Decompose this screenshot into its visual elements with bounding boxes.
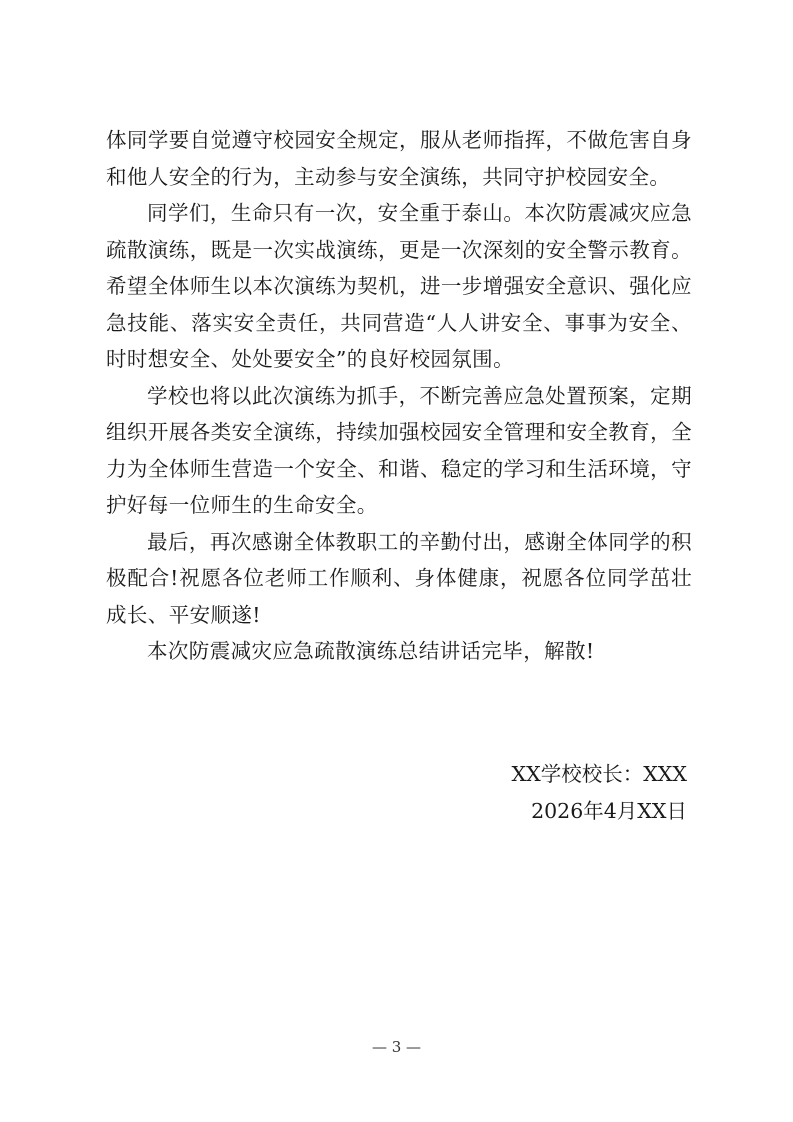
paragraph-closing-safety: 体同学要自觉遵守校园安全规定，服从老师指挥，不做危害自身和他人安全的行为，主动参与安全演练，共同守护校园安全。 xyxy=(106,128,692,189)
paragraph-thanks: 最后，再次感谢全体教职工的辛勤付出，感谢全体同学的积极配合!祝愿各位老师工作顺利、身体健康，祝愿各位同学茁壮成长、平安顺遂! xyxy=(106,529,692,627)
signature-block xyxy=(512,756,687,830)
date-line: 2026年4月XX日 xyxy=(531,799,687,823)
paragraph-safety-awareness: 同学们，生命只有一次，安全重于泰山。本次防震减灾应急疏散演练，既是一次实战演练，更是一次深刻的安全警示教育。希望全体师生以本次演练为契机，进一步增强安全意识、强化应急技能、落实安全责任，共同营造“人人讲安全、事事为安全、时时想安全、处处要安全”的良好校园氛围。 xyxy=(106,201,692,371)
signer-line: XX学校校长：XXX xyxy=(511,762,687,786)
paragraph-dismissal: 本次防震减灾应急疏散演练总结讲话完毕，解散! xyxy=(147,639,595,663)
document-body xyxy=(106,122,692,670)
page-number: — 3 — xyxy=(371,1038,422,1056)
paragraph-school-commitment: 学校也将以此次演练为抓手，不断完善应急处置预案，定期组织开展各类安全演练，持续加强校园安全管理和安全教育，全力为全体师生营造一个安全、和谐、稳定的学习和生活环境，守护好每一位师生的生命安全。 xyxy=(106,383,692,517)
